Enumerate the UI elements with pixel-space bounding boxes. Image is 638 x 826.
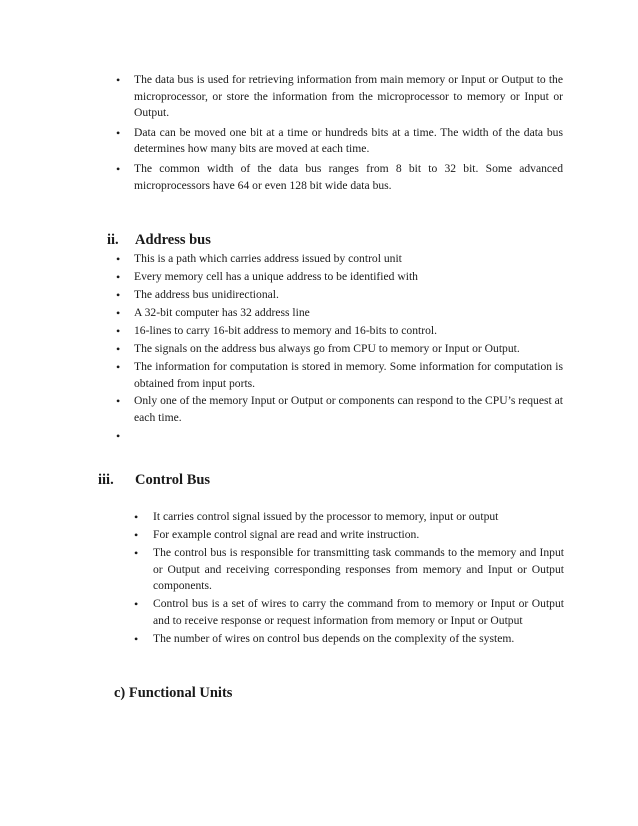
bullet-icon: • xyxy=(116,73,121,87)
control-bus-bullet-list xyxy=(134,509,564,649)
bullet-text: The signals on the address bus always go from CPU to memory or Input or Output. xyxy=(134,341,520,355)
bullet-text: Only one of the memory Input or Output or components can respond to the CPU’s request at each time. xyxy=(134,394,563,425)
control-bus-number: iii. xyxy=(98,472,114,488)
bullet-text: The address bus unidirectional. xyxy=(134,287,279,301)
bullet-text: The common width of the data bus ranges from 8 bit to 32 bit. Some advanced microprocessors have 64 or even 128 bit wide data bus. xyxy=(134,161,563,192)
bullet-icon: • xyxy=(116,394,121,409)
list-item xyxy=(116,269,563,286)
address-bus-heading: Address bus xyxy=(135,232,211,248)
bullet-icon: • xyxy=(134,545,139,560)
list-item xyxy=(116,359,563,392)
list-item xyxy=(116,305,563,322)
list-item xyxy=(134,631,564,648)
bullet-icon: • xyxy=(116,161,121,176)
functional-units-heading: c) Functional Units xyxy=(114,685,233,701)
list-item xyxy=(116,287,563,304)
list-item xyxy=(134,509,564,526)
bullet-text: 16-lines to carry 16-bit address to memory and 16-bits to control. xyxy=(134,323,437,337)
bullet-icon: • xyxy=(116,305,121,320)
bullet-text: The information for computation is stored in memory. Some information for computation is obtained from input ports. xyxy=(134,359,563,390)
control-bus-heading: Control Bus xyxy=(135,472,211,488)
list-item xyxy=(134,596,564,629)
bullet-icon: • xyxy=(116,323,121,338)
bullet-icon: • xyxy=(116,125,121,140)
list-item xyxy=(116,161,563,194)
bullet-icon: • xyxy=(116,269,121,284)
list-item xyxy=(116,251,563,268)
bullet-icon: • xyxy=(116,341,121,356)
bullet-text: For example control signal are read and write instruction. xyxy=(153,527,420,541)
address-bus-bullet-list xyxy=(116,251,563,446)
bullet-text: The control bus is responsible for transmitting task commands to the memory and Input or Output and receiving corresponding responses from memory and Input or Output components. xyxy=(153,545,564,593)
bullet-icon: • xyxy=(116,287,121,302)
list-item xyxy=(116,341,563,358)
list-item xyxy=(116,323,563,340)
list-item xyxy=(116,393,563,426)
bullet-icon: • xyxy=(134,631,139,646)
address-bus-number: ii. xyxy=(107,232,119,248)
bullet-text: Control bus is a set of wires to carry the command from to memory or Input or Output and to receive response or request information from memory or Input or Output xyxy=(153,597,564,627)
bullet-icon: • xyxy=(134,597,139,612)
bullet-icon: • xyxy=(134,510,139,524)
bullet-icon: • xyxy=(116,429,121,444)
bullet-text: The number of wires on control bus depends on the complexity of the system. xyxy=(153,631,515,645)
bullet-icon: • xyxy=(116,359,121,374)
bullet-text: The data bus is used for retrieving information from main memory or Input or Output to the microprocessor, or store the information from the microprocessor to memory or Input or Output. xyxy=(134,73,563,120)
bullet-text xyxy=(134,429,137,442)
list-item xyxy=(134,545,564,595)
list-item xyxy=(134,527,564,544)
bullet-text: This is a path which carries address issued by control unit xyxy=(134,252,402,265)
list-item xyxy=(116,428,563,445)
bullet-icon: • xyxy=(116,252,121,266)
bullet-text: Every memory cell has a unique address to be identified with xyxy=(134,269,418,283)
bullet-icon: • xyxy=(134,527,139,542)
data-bus-bullet-list xyxy=(116,72,563,197)
bullet-text: It carries control signal issued by the processor to memory, input or output xyxy=(153,510,499,523)
bullet-text: A 32-bit computer has 32 address line xyxy=(134,305,310,319)
list-item xyxy=(116,125,563,158)
list-item xyxy=(116,72,563,122)
bullet-text: Data can be moved one bit at a time or hundreds bits at a time. The width of the data bus determines how many bits are moved at each time. xyxy=(134,125,563,156)
